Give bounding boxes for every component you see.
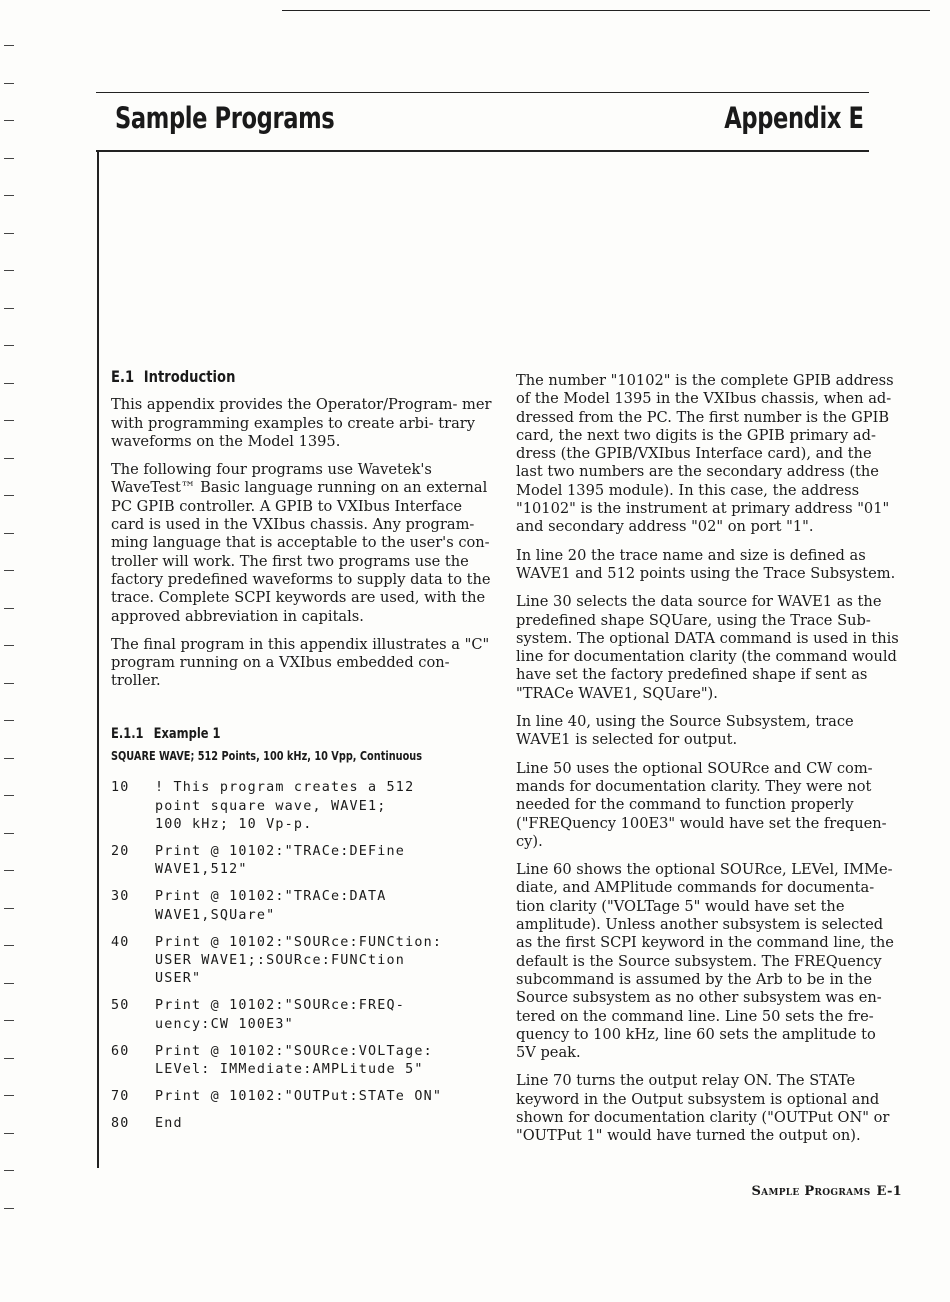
- margin-tick: [4, 645, 14, 646]
- explanation-paragraph: Line 30 selects the data source for WAVE1 as the predefined shape SQUare, using the Trace Sub- system. The optional DATA command is used in this line for documentation clarity (the command would have set the factory predefined shape if sent as "TRACe WAVE1, SQUare").: [516, 593, 899, 702]
- code-line: [111, 1043, 493, 1079]
- appendix-label: Appendix E: [724, 101, 864, 135]
- code-line: [111, 843, 493, 879]
- line-number: 10: [111, 780, 130, 796]
- margin-tick: [4, 495, 14, 496]
- margin-tick: [4, 683, 14, 684]
- line-number: 50: [111, 998, 130, 1014]
- code-line: [111, 934, 493, 989]
- margin-tick: [4, 795, 14, 796]
- code-line: [111, 779, 493, 834]
- margin-tick: [4, 908, 14, 909]
- code-line: [111, 997, 493, 1033]
- margin-tick: [4, 1170, 14, 1171]
- margin-tick: [4, 308, 14, 309]
- line-number: 80: [111, 1116, 130, 1132]
- margin-tick: [4, 158, 14, 159]
- margin-tick: [4, 1095, 14, 1096]
- margin-tick: [4, 1020, 14, 1021]
- left-column: [111, 368, 493, 1143]
- code-text: Print @ 10102:"OUTPut:STATe ON": [155, 1089, 443, 1105]
- intro-paragraph: The final program in this appendix illustrates a "C" program running on a VXIbus embedded con- troller.: [111, 635, 490, 690]
- explanation-paragraph: Line 60 shows the optional SOURce, LEVel, IMMe- diate, and AMPlitude commands for documenta- tion clarity ("VOLTage 5" would have set the amplitude). Unless another subsystem is selected as the first SCPI keyword in the command line, the default is the Source subsystem. The FREQuency subcommand is assumed by the Arb to be in the Source subsystem as no other subsystem was en- tered on the command line. Line 50 sets the fre- quency to 100 kHz, line 60 sets the amplitude to 5V peak.: [516, 861, 894, 1062]
- margin-tick: [4, 1208, 14, 1209]
- section-number: E.1: [111, 367, 135, 386]
- intro-paragraph: The following four programs use Wavetek's WaveTest™ Basic language running on an external PC GPIB controller. A GPIB to VXIbus Interface card is used in the VXIbus chassis. Any program- ming language that is acceptable to the user's con- troller will work. The first two programs use the factory predefined waveforms to supply data to the trace. Complete SCPI keywords are used, with the approved abbreviation in capitals.: [111, 461, 491, 625]
- chapter-title: Sample Programs: [115, 101, 335, 135]
- margin-tick: [4, 45, 14, 46]
- margin-tick: [4, 120, 14, 121]
- subsection-heading: [111, 725, 424, 743]
- margin-tick: [4, 420, 14, 421]
- example-caption: SQUARE WAVE; 512 Points, 100 kHz, 10 Vpp, Continuous: [111, 748, 423, 764]
- code-text: ! This program creates a 512 point square wave, WAVE1; 100 kHz; 10 Vp-p.: [155, 780, 415, 832]
- explanation-paragraph: In line 20 the trace name and size is defined as WAVE1 and 512 points using the Trace Subsystem.: [516, 546, 896, 582]
- code-text: Print @ 10102:"SOURce:FUNCtion: USER WAVE1;:SOURce:FUNCtion USER": [155, 934, 443, 987]
- margin-tick: [4, 270, 14, 271]
- margin-tick: [4, 870, 14, 871]
- code-listing: [111, 779, 493, 1133]
- code-text: End: [155, 1116, 183, 1132]
- explanation-paragraph: The number "10102" is the complete GPIB address of the Model 1395 in the VXIbus chassis, when ad- dressed from the PC. The first number is the GPIB card, the next two digits is the GPIB primary ad- dress (the GPIB/VXIbus Interface card), and the last two numbers are the secondary address (the Model 1395 module). In this case, the address "10102" is the instrument at primary address "01" and secondary address "02" on port "1".: [516, 372, 894, 536]
- subsection-number: E.1.1: [111, 725, 144, 742]
- subsection-title: Example 1: [153, 725, 221, 742]
- code-line: [111, 1115, 493, 1133]
- explanation-paragraph: Line 70 turns the output relay ON. The STATe keyword in the Output subsystem is optional and shown for documentation clarity ("OUTPut ON" or "OUTPut 1" would have turned the output on).: [516, 1072, 890, 1145]
- code-text: Print @ 10102:"SOURce:FREQ- uency:CW 100E3": [155, 998, 406, 1032]
- binding-margin-marks: [4, 0, 18, 1302]
- margin-tick: [4, 533, 14, 534]
- margin-tick: [4, 833, 14, 834]
- margin-tick: [4, 570, 14, 571]
- margin-tick: [4, 458, 14, 459]
- margin-tick: [4, 945, 14, 946]
- footer-label: Sample Programs: [751, 1184, 871, 1199]
- margin-tick: [4, 720, 14, 721]
- header-top-rule: [96, 92, 869, 93]
- line-number: 20: [111, 843, 130, 859]
- code-text: Print @ 10102:"TRACe:DATA WAVE1,SQUare": [155, 889, 387, 923]
- margin-tick: [4, 983, 14, 984]
- line-number: 60: [111, 1043, 130, 1059]
- margin-tick: [4, 1133, 14, 1134]
- left-vertical-rule: [97, 150, 99, 1168]
- margin-tick: [4, 83, 14, 84]
- code-text: Print @ 10102:"SOURce:VOLTage: LEVel: IMMediate:AMPLitude 5": [155, 1043, 433, 1077]
- code-line: [111, 1088, 493, 1106]
- margin-tick: [4, 195, 14, 196]
- section-title: Introduction: [143, 367, 236, 386]
- explanation-paragraph: Line 50 uses the optional SOURce and CW com- mands for documentation clarity. They were not needed for the command to function properly ("FREQuency 100E3" would have set the frequen- cy).: [516, 759, 887, 850]
- line-number: 30: [111, 889, 130, 905]
- margin-tick: [4, 383, 14, 384]
- margin-tick: [4, 345, 14, 346]
- intro-paragraph: This appendix provides the Operator/Program- mer with programming examples to create arbi- trary waveforms on the Model 1395.: [111, 396, 492, 450]
- margin-tick: [4, 608, 14, 609]
- header-bottom-rule: [96, 150, 869, 152]
- page-footer: [751, 1184, 902, 1199]
- margin-tick: [4, 233, 14, 234]
- line-number: 40: [111, 934, 130, 950]
- explanation-paragraph: In line 40, using the Source Subsystem, trace WAVE1 is selected for output.: [516, 713, 854, 749]
- code-line: [111, 888, 493, 924]
- margin-tick: [4, 758, 14, 759]
- top-rule: [282, 10, 930, 11]
- margin-tick: [4, 1058, 14, 1059]
- code-text: Print @ 10102:"TRACe:DEFine WAVE1,512": [155, 843, 406, 878]
- line-number: 70: [111, 1089, 130, 1105]
- section-heading: [111, 368, 424, 386]
- page-number: E-1: [876, 1184, 902, 1199]
- right-column: [516, 372, 900, 1156]
